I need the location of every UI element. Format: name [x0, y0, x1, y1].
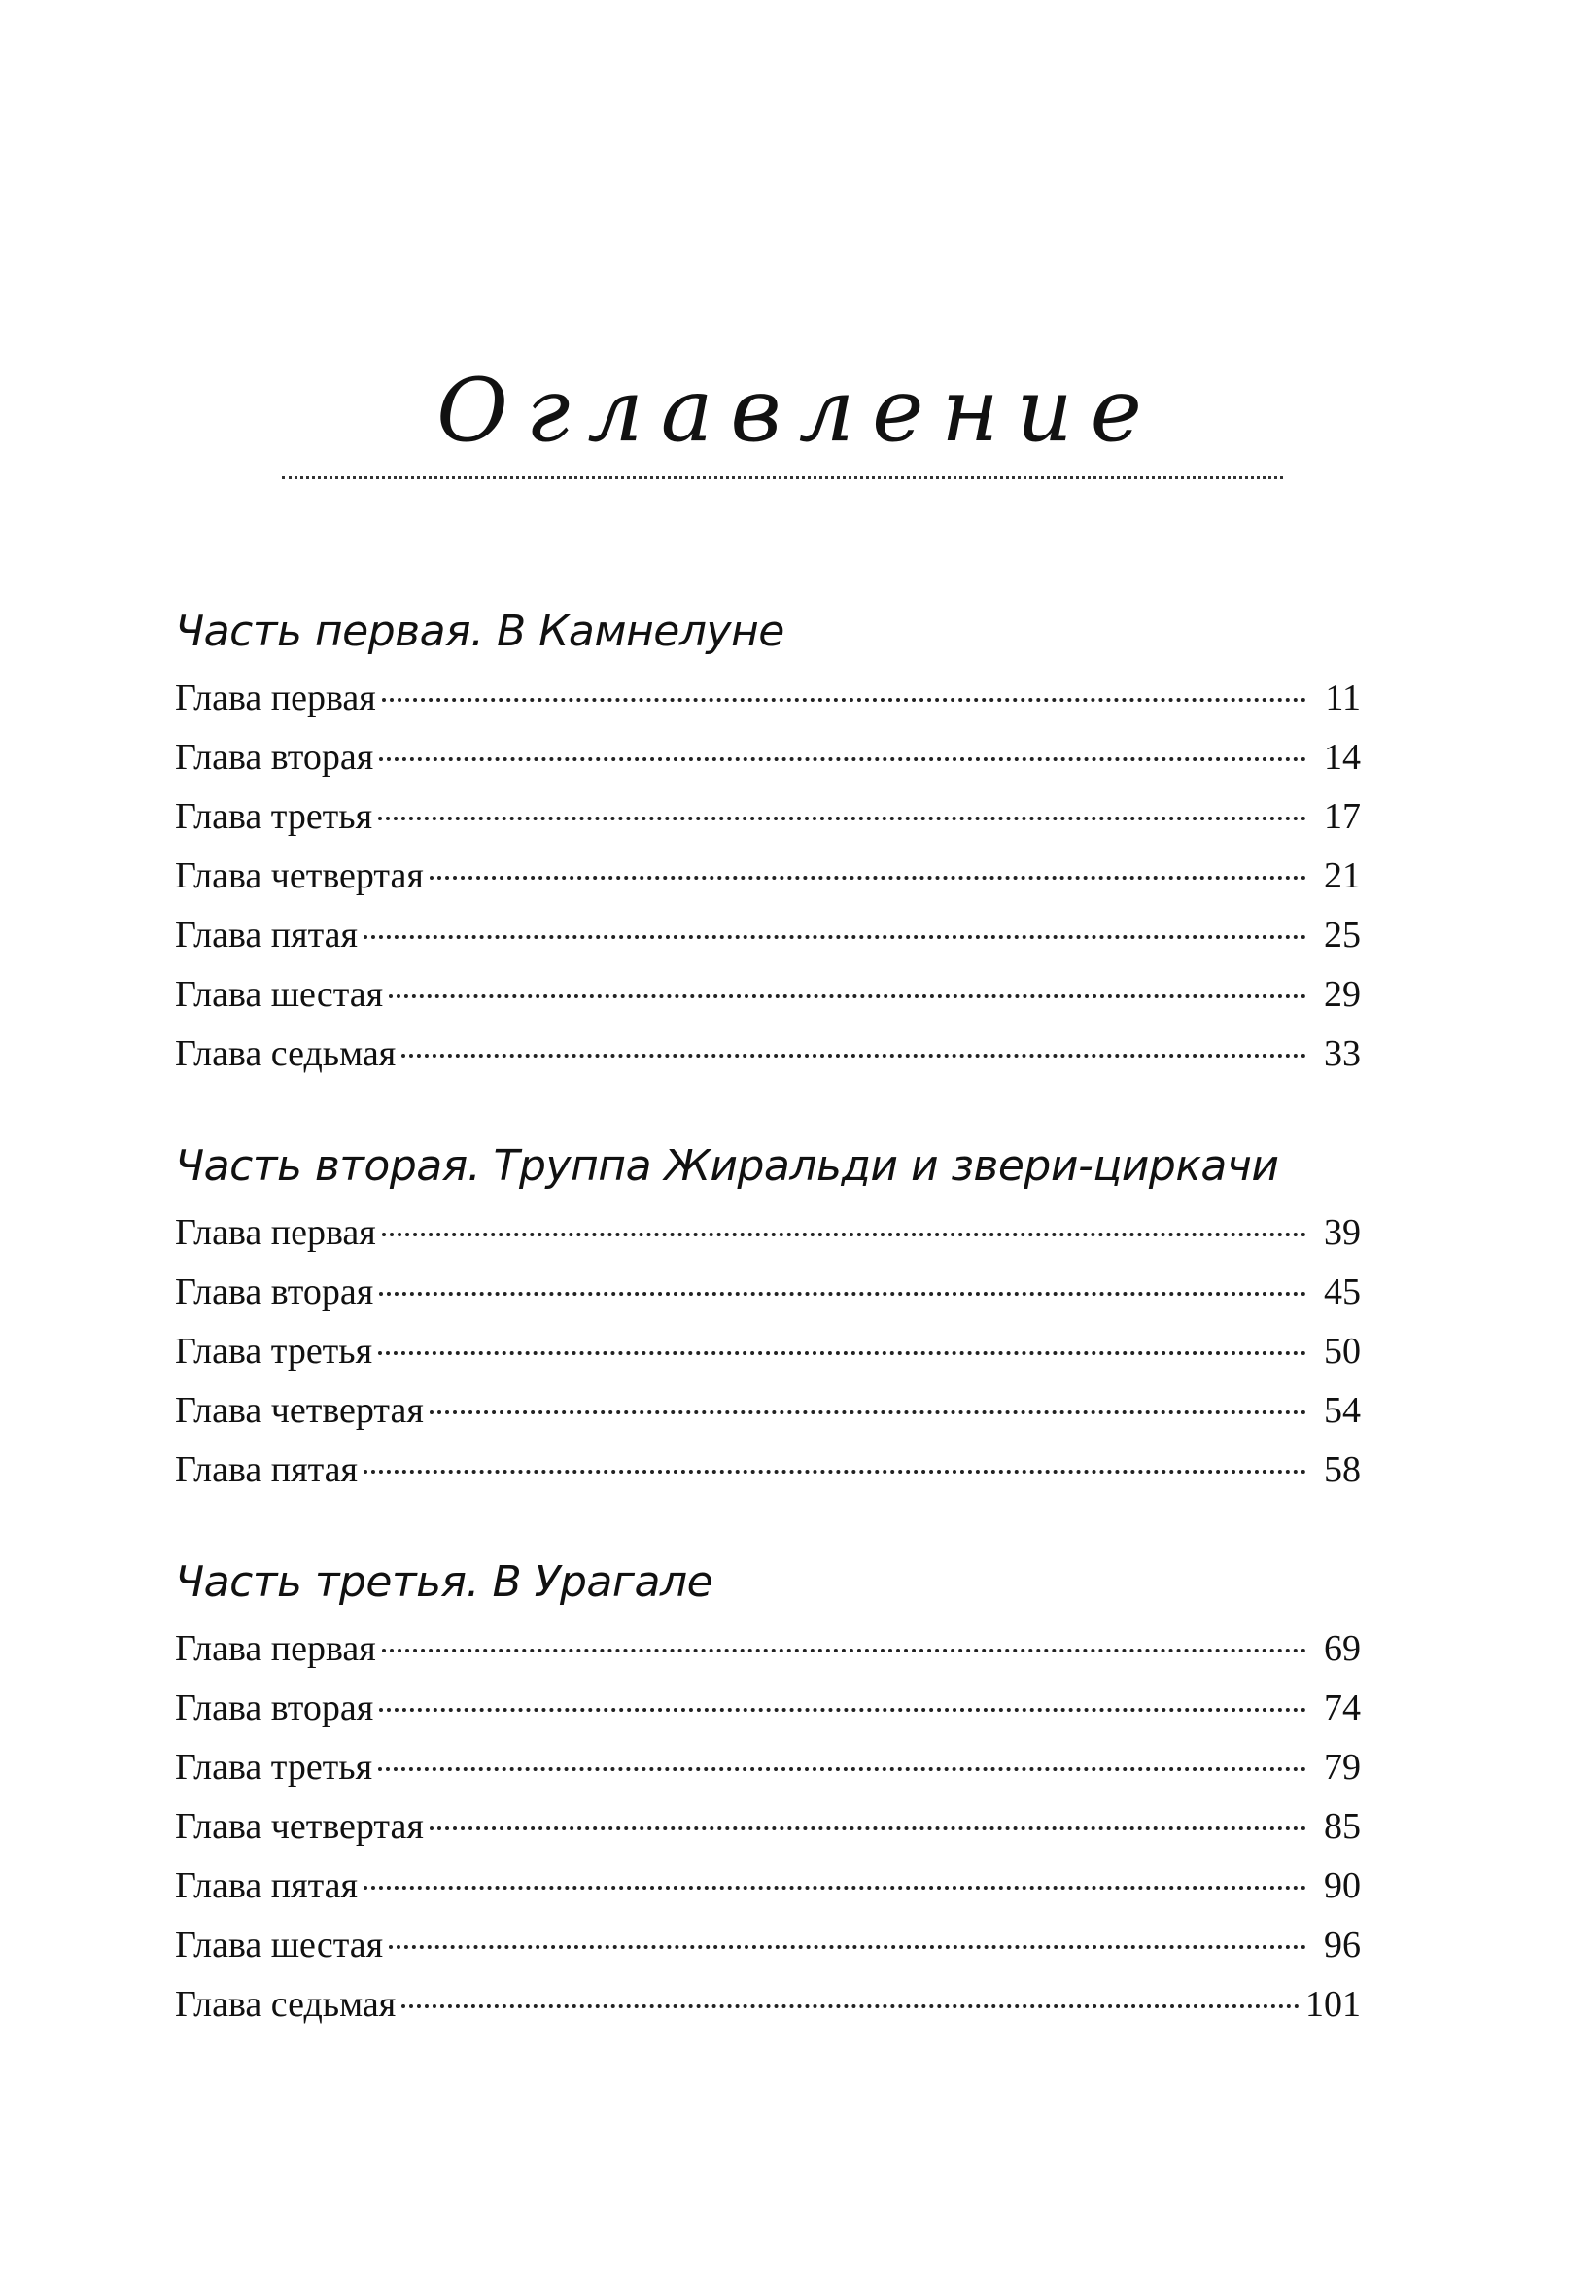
dot-leader	[378, 1351, 1306, 1355]
dot-leader	[430, 876, 1306, 880]
chapter-label: Глава шестая	[175, 1925, 384, 1966]
chapter-label: Глава вторая	[175, 1271, 374, 1312]
toc-entry[interactable]	[175, 669, 1361, 728]
chapter-label: Глава пятая	[175, 1865, 358, 1906]
dot-leader	[389, 994, 1306, 998]
dot-leader	[430, 1410, 1306, 1414]
chapter-label: Глава пятая	[175, 1449, 358, 1490]
chapter-label: Глава четвертая	[175, 855, 424, 896]
part-heading: Часть первая. В Камнелуне	[175, 607, 784, 656]
toc-part-3	[175, 1555, 1361, 2035]
dot-leader	[382, 1649, 1306, 1652]
chapter-label: Глава третья	[175, 1747, 373, 1788]
page-number: 69	[1324, 1628, 1361, 1669]
toc-entry[interactable]	[175, 847, 1361, 906]
page-number: 79	[1324, 1747, 1361, 1788]
page-number: 85	[1324, 1806, 1361, 1847]
chapter-label: Глава четвертая	[175, 1390, 424, 1431]
toc-part-1	[175, 605, 1361, 1084]
toc-entry[interactable]	[175, 906, 1361, 965]
toc-entry[interactable]	[175, 1203, 1361, 1263]
page-title: Оглавление	[436, 360, 1160, 462]
toc-entry[interactable]	[175, 965, 1361, 1025]
page-number: 45	[1324, 1271, 1361, 1312]
toc-entry[interactable]	[175, 1679, 1361, 1738]
dot-leader	[382, 1233, 1306, 1236]
chapter-label: Глава первая	[175, 1212, 376, 1253]
dot-leader	[378, 817, 1306, 820]
dot-leader	[382, 698, 1306, 702]
page-number: 54	[1324, 1390, 1361, 1431]
chapter-label: Глава четвертая	[175, 1806, 424, 1847]
page-number: 25	[1324, 915, 1361, 956]
page-number: 39	[1324, 1212, 1361, 1253]
dot-leader	[364, 1470, 1306, 1474]
toc-entry[interactable]	[175, 1381, 1361, 1441]
dot-leader	[379, 1708, 1306, 1712]
dot-leader	[364, 1886, 1306, 1890]
toc-entry[interactable]	[175, 1619, 1361, 1679]
dot-leader	[378, 1767, 1306, 1771]
page-number: 33	[1324, 1033, 1361, 1074]
dot-leader	[389, 1945, 1306, 1949]
toc-entry[interactable]	[175, 728, 1361, 787]
toc-entry[interactable]	[175, 1916, 1361, 1975]
page-number: 101	[1305, 1984, 1361, 2025]
page-number: 50	[1324, 1331, 1361, 1372]
chapter-label: Глава вторая	[175, 1687, 374, 1728]
page-number: 11	[1325, 678, 1361, 718]
toc-entry[interactable]	[175, 787, 1361, 847]
toc-entry[interactable]	[175, 1441, 1361, 1500]
chapter-label: Глава вторая	[175, 737, 374, 778]
page-number: 90	[1324, 1865, 1361, 1906]
toc-entry[interactable]	[175, 1322, 1361, 1381]
page-number: 29	[1324, 974, 1361, 1015]
chapter-label: Глава шестая	[175, 974, 384, 1015]
page-number: 14	[1324, 737, 1361, 778]
part-heading: Часть вторая. Труппа Жиральди и звери-циркачи	[175, 1141, 1279, 1191]
title-dotted-rule	[282, 476, 1283, 479]
toc-entry[interactable]	[175, 1738, 1361, 1797]
chapter-label: Глава седьмая	[175, 1033, 397, 1074]
chapter-label: Глава первая	[175, 1628, 376, 1669]
chapter-label: Глава первая	[175, 678, 376, 718]
dot-leader	[401, 1054, 1306, 1058]
page-number: 96	[1324, 1925, 1361, 1966]
page-number: 21	[1324, 855, 1361, 896]
dot-leader	[379, 1292, 1306, 1296]
toc-entry[interactable]	[175, 1025, 1361, 1084]
dot-leader	[379, 757, 1306, 761]
toc-entry[interactable]	[175, 1857, 1361, 1916]
dot-leader	[430, 1826, 1306, 1830]
dot-leader	[401, 2004, 1300, 2008]
dot-leader	[364, 935, 1306, 939]
toc-part-2	[175, 1139, 1361, 1500]
part-heading: Часть третья. В Урагале	[175, 1557, 713, 1607]
chapter-label: Глава седьмая	[175, 1984, 397, 2025]
toc-entry[interactable]	[175, 1797, 1361, 1857]
chapter-label: Глава третья	[175, 796, 373, 837]
chapter-label: Глава третья	[175, 1331, 373, 1372]
page-number: 58	[1324, 1449, 1361, 1490]
chapter-label: Глава пятая	[175, 915, 358, 956]
page-number: 17	[1324, 796, 1361, 837]
toc-entry[interactable]	[175, 1263, 1361, 1322]
page-number: 74	[1324, 1687, 1361, 1728]
toc-entry[interactable]	[175, 1975, 1361, 2035]
